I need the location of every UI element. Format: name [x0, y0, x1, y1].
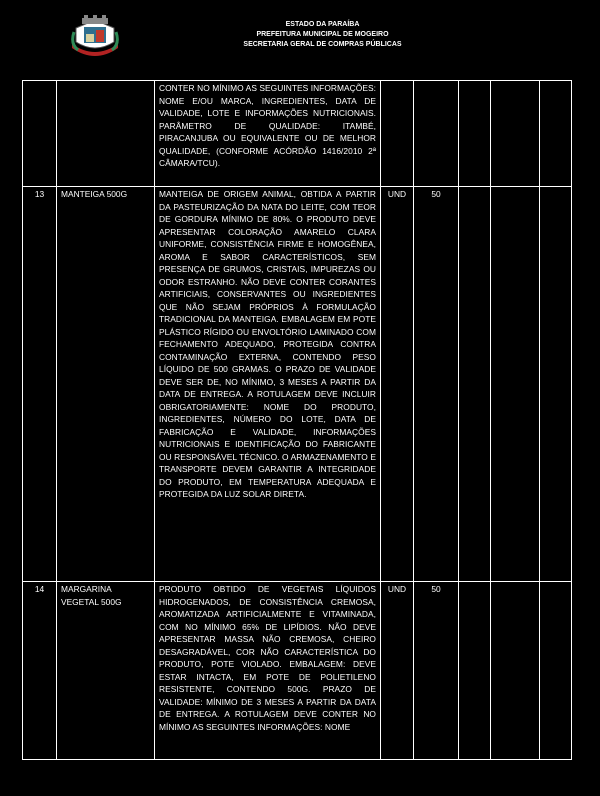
quantity-cell — [414, 81, 459, 187]
municipal-coat-of-arms-icon — [70, 14, 120, 58]
description-text: PRODUTO OBTIDO DE VEGETAIS LÍQUIDOS HIDROGENADOS, DE CONSISTÊNCIA CREMOSA, AROMATIZADA ARTIFICIALMENTE E VITAMINADA, COM NO MÍNIMO 65% DE LIPÍDIOS. NÃO DEVE APRESENTAR MASSA NÃO CREMOSA, CHEIRO DESAGRADÁVEL, COR NÃO CARACTERÍSTICA DO PRODUTO, POTE VIOLADO. EMBALAGEM: DEVE ESTAR INTACTA, EM POTE DE POLIETILENO RESISTENTE, CONTENDO 500G. PRAZO DE VALIDADE: MÍNIMO DE 3 MESES A PARTIR DA DATA DE ENTREGA. A ROTULAGEM DEVE CONTER NO MÍNIMO AS SEGUINTES INFORMAÇÕES: NOME — [159, 584, 376, 732]
empty-cell — [459, 187, 491, 582]
document-header — [0, 0, 600, 80]
table-row — [23, 81, 572, 187]
unit-cell: UND — [381, 582, 414, 760]
unit-cell — [381, 81, 414, 187]
item-number-cell: 13 — [23, 187, 57, 582]
product-name-cell: MANTEIGA 500G — [57, 187, 155, 582]
unit-cell: UND — [381, 187, 414, 582]
product-name-cell: MARGARINA VEGETAL 500G — [57, 582, 155, 760]
empty-cell — [491, 582, 540, 760]
empty-cell — [540, 81, 572, 187]
table-row — [23, 187, 572, 582]
state-title: ESTADO DA PARAÍBA — [285, 21, 360, 28]
product-name-cell — [57, 81, 155, 187]
empty-cell — [540, 582, 572, 760]
item-number-cell: 14 — [23, 582, 57, 760]
secretariat-title: SECRETARIA GERAL DE COMPRAS PÚBLICAS — [243, 41, 402, 48]
prefecture-title: PREFEITURA MUNICIPAL DE MOGEIRO — [256, 31, 389, 38]
empty-cell — [540, 187, 572, 582]
description-text: CONTER NO MÍNIMO AS SEGUINTES INFORMAÇÕES: NOME E/OU MARCA, INGREDIENTES, DATA DE VALIDADE, LOTE E INFORMAÇÕES NUTRICIONAIS. PARÂMETRO DE QUALIDADE: ITAMBÉ, PIRACANJUBA OU EQUIVALENTE OU DE MELHOR QUALIDADE, (CONFORME ACÓRDÃO 1416/2010 2ª CÂMARA/TCU). — [159, 83, 376, 168]
quantity-cell: 50 — [414, 582, 459, 760]
quantity-cell: 50 — [414, 187, 459, 582]
product-description-cell — [155, 187, 381, 582]
table-row — [23, 582, 572, 760]
empty-cell — [491, 187, 540, 582]
product-description-cell — [155, 582, 381, 760]
description-text: MANTEIGA DE ORIGEM ANIMAL, OBTIDA A PARTIR DA PASTEURIZAÇÃO DA NATA DO LEITE, COM TEOR DE GORDURA MÍNIMO DE 80%. O PRODUTO DEVE APRESENTAR COLORAÇÃO AMARELO CLARA UNIFORME, CONSISTÊNCIA FIRME E HOMOGÊNEA, AROMA E SABOR CARACTERÍSTICOS, SEM PRESENÇA DE GRUMOS, CRISTAIS, IMPUREZAS OU ODOR ESTRANHO. NÃO DEVE CONTER CORANTES ARTIFICIAIS, CONSERVANTES OU INGREDIENTES QUE NÃO SEJAM PRÓPRIOS À FORMULAÇÃO TRADICIONAL DA MANTEIGA. EMBALAGEM EM POTE PLÁSTICO RÍGIDO OU ENVOLTÓRIO LAMINADO COM FECHAMENTO ADEQUADO, PROTEGIDA CONTRA CONTAMINAÇÃO EXTERNA, CONTENDO PESO LÍQUIDO DE 500 GRAMAS. O PRAZO DE VALIDADE DEVE SER DE, NO MÍNIMO, 3 MESES A PARTIR DA DATA DE ENTREGA. A ROTULAGEM DEVE INCLUIR OBRIGATORIAMENTE: NOME DO PRODUTO, INGREDIENTES, NÚMERO DO LOTE, DATA DE FABRICAÇÃO E VALIDADE, INFORMAÇÕES NUTRICIONAIS E IDENTIFICAÇÃO DO FABRICANTE OU RESPONSÁVEL TÉCNICO. O ARMAZENAMENTO E TRANSPORTE DEVEM GARANTIR A INTEGRIDADE DO PRODUTO, EM TEMPERATURA ADEQUADA E PROTEGIDA DA LUZ SOLAR DIRETA. — [159, 189, 376, 499]
empty-cell — [459, 582, 491, 760]
empty-cell — [491, 81, 540, 187]
product-description-cell — [155, 81, 381, 187]
item-number-cell — [23, 81, 57, 187]
header-titles — [220, 20, 425, 50]
items-table — [22, 80, 572, 760]
empty-cell — [459, 81, 491, 187]
